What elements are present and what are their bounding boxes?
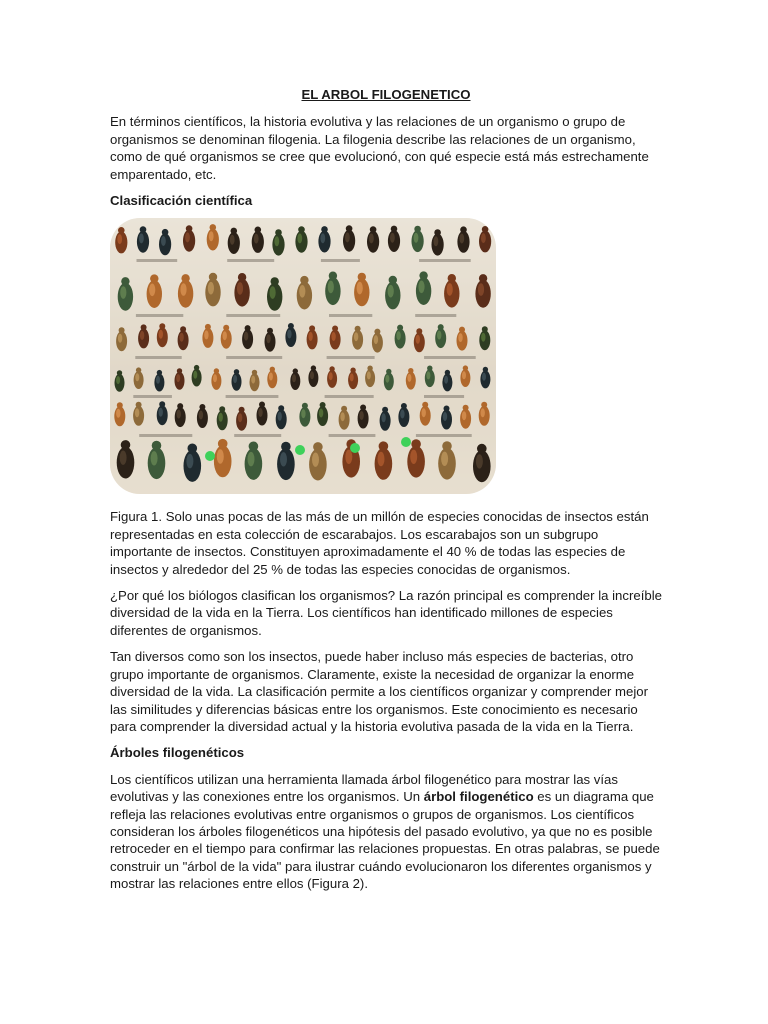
metallic-green-beetle-head: [401, 437, 411, 447]
specimen-label-strip: [321, 259, 360, 262]
term-arbol-filogenetico: árbol filogenético: [423, 789, 534, 805]
metallic-green-beetle-head: [350, 443, 360, 453]
metallic-green-beetle-head: [205, 451, 215, 461]
specimen-label-strip: [226, 395, 279, 398]
paragraph-diversity: Tan diversos como son los insectos, puede haber incluso más especies de bacterias, otro grupo importante de organismos. Claramente, existe la necesidad de organizar la enorme diversidad de la vida. La clasificación permite a los científicos organizar y comprender mejor las similitudes y diferencias básicas entre los organismos. Este conocimiento es necesario para comprender la diversidad actual y la historia evolutiva pasada de la vida en la Tierra.: [110, 649, 649, 734]
page-title: EL ARBOL FILOGENETICO: [301, 87, 471, 102]
specimen-label-strip: [136, 314, 183, 317]
specimen-label-strip: [135, 356, 181, 359]
specimen-label-strip: [227, 259, 274, 262]
specimen-label-strip: [226, 314, 280, 317]
beetle-collection-illustration: [110, 218, 496, 494]
paragraph-phylogenetic-trees: [110, 771, 662, 893]
specimen-label-strip: [137, 259, 178, 262]
specimen-label-strip: [133, 395, 172, 398]
specimen-label-strip: [329, 314, 372, 317]
specimen-label-strip: [329, 434, 376, 437]
specimen-label-strip: [424, 356, 476, 359]
section-heading-clasificacion: Clasificación científica: [110, 193, 253, 209]
specimen-label-strip: [415, 314, 456, 317]
paragraph-why-classify: ¿Por qué los biólogos clasifican los organismos? La razón principal es comprender la increíble diversidad de la vida en la Tierra. Los científicos han identificado millones de especies diferentes de organismos.: [110, 588, 662, 638]
specimen-label-strip: [419, 259, 471, 262]
document-body: [110, 86, 662, 902]
specimen-label-strip: [416, 434, 472, 437]
paragraph-text-start: Los científicos utilizan una herramienta llamada árbol filogenético para mostrar las vías evolutivas y las conexiones entre los organismos. Un: [110, 771, 618, 805]
specimen-label-strip: [234, 434, 281, 437]
specimen-label-strip: [139, 434, 192, 437]
beetle-collection-photo: [110, 218, 496, 494]
specimen-label-strip: [424, 395, 464, 398]
intro-paragraph: En términos científicos, la historia evolutiva y las relaciones de un organismo o grupo de organismos se denominan filogenia. La filogenia describe las relaciones de un organismo, como de qué organismos se cree que evolucionó, con qué especie está más estrechamente emparentado, etc.: [110, 114, 649, 182]
metallic-green-beetle-head: [295, 445, 305, 455]
section-heading-arboles: Árboles filogenéticos: [110, 745, 245, 761]
specimen-label-strip: [325, 395, 374, 398]
figure-caption: Figura 1. Solo unas pocas de las más de un millón de especies conocidas de insectos están representadas en esta colección de escarabajos. Los escarabajos son un subgrupo importante de insectos. Constituyen aproximadamente el 40 % de todas las especies de insectos y alrededor del 25 % de todas las especies conocidas de organismos.: [110, 509, 649, 577]
specimen-label-strip: [226, 356, 282, 359]
paragraph-text-end: es un diagrama que refleja las relaciones evolutivas entre organismos o grupos de organismos. Los científicos consideran los árboles filogenéticos una hipótesis del pasado evolutivo, ya que no es posible retroceder en el tiempo para confirmar las relaciones propuestas. En otras palabras, se puede construir un "árbol de la vida" para ilustrar cuándo evolucionaron los diferentes organismos y mostrar las relaciones entre ellos (Figura 2).: [110, 789, 660, 892]
specimen-label-strip: [327, 356, 375, 359]
